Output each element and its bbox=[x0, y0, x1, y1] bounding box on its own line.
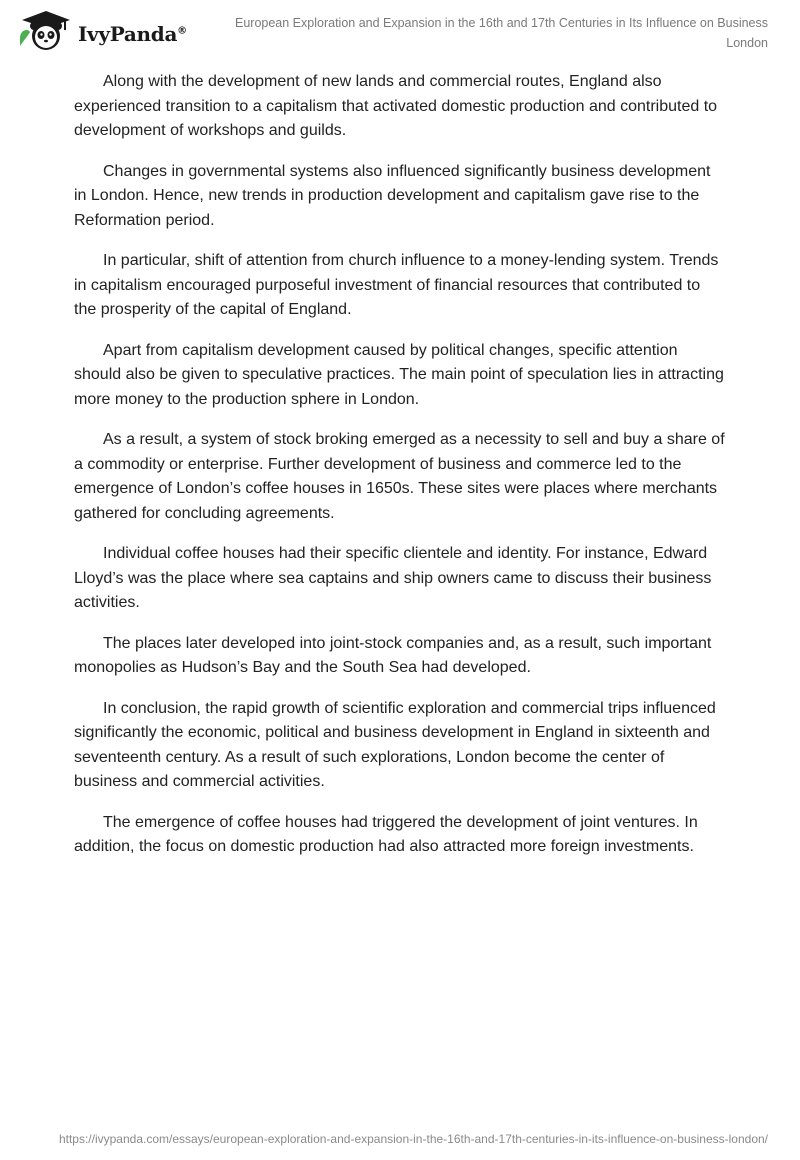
paragraph: The emergence of coffee houses had triggered the development of joint ventures. In addition, the focus on domestic production had also attracted more foreign investments. bbox=[74, 813, 698, 855]
registered-mark: ® bbox=[177, 25, 187, 37]
document-title: European Exploration and Expansion in the 16th and 17th Centuries in Its Influence on Business London bbox=[235, 16, 768, 50]
page-header bbox=[0, 0, 800, 60]
paragraph: Individual coffee houses had their specific clientele and identity. For instance, Edward Lloyd’s was the place where sea captains and ship owners came to discuss their business activities. bbox=[74, 545, 712, 611]
logo-wordmark: IvyPanda® bbox=[78, 22, 187, 46]
paragraph: Changes in governmental systems also influenced significantly business development in London. Hence, new trends in production development and capitalism gave rise to the Reformation period. bbox=[74, 162, 711, 229]
paragraph: As a result, a system of stock broking emerged as a necessity to sell and buy a share of a commodity or enterprise. Further development of business and commerce led to the emergence of London’s coffee houses in 1650s. These sites were places where merchants gathered for concluding agreements. bbox=[74, 431, 725, 522]
paragraph: Along with the development of new lands and commercial routes, England also experienced transition to a capitalism that activated domestic production and contributed to development of workshops and guilds. bbox=[74, 73, 718, 139]
footer-source-url[interactable]: https://ivypanda.com/essays/european-exploration-and-expansion-in-the-16th-and-17th-centuries-in-its-influence-on-business-london/ bbox=[58, 1132, 768, 1146]
panda-logo-icon bbox=[14, 8, 74, 54]
paragraph: Apart from capitalism development caused by political changes, specific attention should also be given to speculative practices. The main point of speculation lies in attracting more money to the production sphere in London. bbox=[74, 341, 724, 408]
essay-body bbox=[74, 70, 726, 876]
ivypanda-logo[interactable] bbox=[14, 8, 187, 54]
paragraph: In particular, shift of attention from church influence to a money-lending system. Trends in capitalism encouraged purposeful investment of financial resources that contributed to the prosperity of the capital of England. bbox=[74, 252, 719, 318]
paragraph: The places later developed into joint-stock companies and, as a result, such important monopolies as Hudson’s Bay and the South Sea had developed. bbox=[74, 634, 712, 676]
paragraph: In conclusion, the rapid growth of scientific exploration and commercial trips influenced significantly the economic, political and business development in England in sixteenth and seventeenth century. As a result of such explorations, London become the center of business and commercial activities. bbox=[74, 699, 716, 790]
